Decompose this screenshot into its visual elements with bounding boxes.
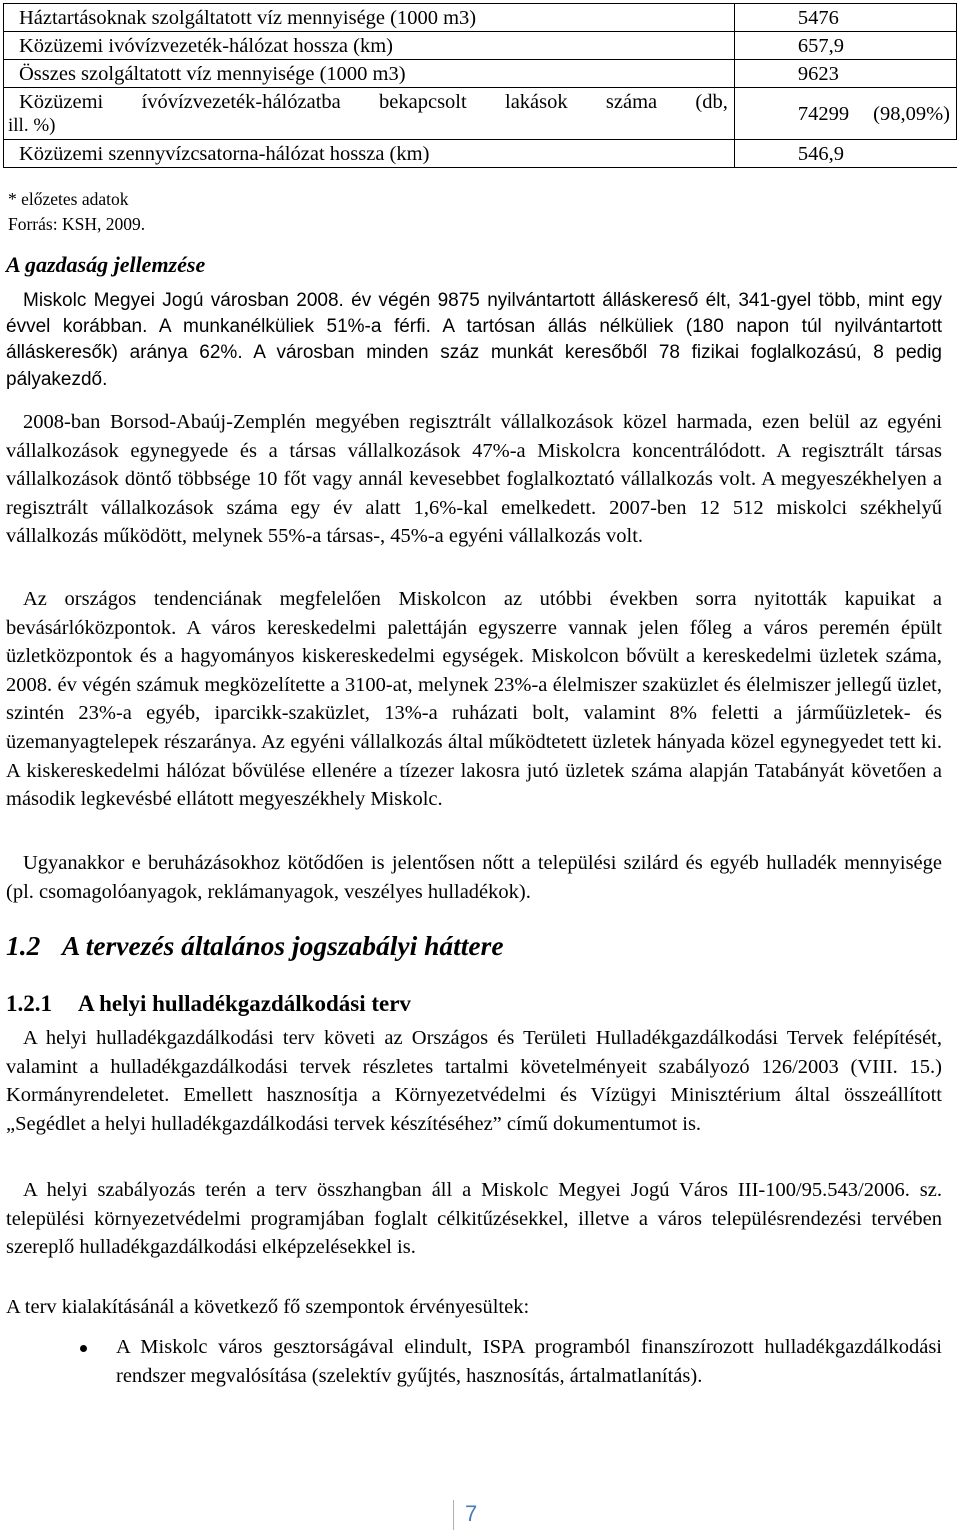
table-row: [4, 4, 957, 32]
preliminary-data-note: * előzetes adatok: [8, 189, 129, 209]
table-cell-label-line1: Közüzemi ívóvízvezeték-hálózatba bekapcsolt lakások száma (db,: [19, 91, 728, 113]
table-cell-value: [734, 88, 956, 140]
table-cell-label: Háztartásoknak szolgáltatott víz mennyisége (1000 m3): [4, 4, 735, 32]
connected-dwellings-percent: (98,09%): [873, 103, 950, 125]
table-cell-value: 9623: [734, 60, 956, 88]
economy-paragraph-3: Az országos tendenciának megfelelően Miskolcon az utóbbi években sorra nyitották kapuikat a bevásárlóközpontok. A város kereskedelmi palettáján egyszerre vannak jelen főleg a város peremén épült üzletközpontok és a hagyományos kiskereskedelmi egységek. Miskolcon bővült a kereskedelmi üzletek száma, 2008. év végén számuk megközelítette a 3100-at, melynek 23%-a élelmiszer szaküzlet és élelmiszer jellegű üzlet, szintén 23%-a egyéb, iparcikk-szaküzlet, 13%-a ruházati bolt, valamint 8% feletti a járműüzletek- és üzemanyagtelepek részaránya. Az egyéni vállalkozás által működtetett üzletek hányada közel egynegyedet tett ki. A kiskereskedelmi hálózat bővülése ellenére a tízezer lakosra jutó üzletek száma alapján Tatabányát követően a második legkevésbé ellátott megyeszékhely Miskolc.: [6, 588, 942, 811]
section-heading: [6, 930, 504, 962]
connected-dwellings-count: 74299: [797, 103, 850, 125]
subsection-heading: [6, 991, 411, 1017]
table-cell-label-line2: ill. %): [8, 115, 56, 136]
table-cell-label: [4, 88, 735, 140]
list-item: [6, 1333, 942, 1391]
waste-plan-paragraph-1: A helyi hulladékgazdálkodási terv követi az Országos és Területi Hulladékgazdálkodási Tervek felépítését, valamint a hulladékgazdálkodási tervek részletes tartalmi követelményeit szabályozó 126/2003 (VIII. 15.) Kormányrendeletet. Emellett hasznosítja a Környezetvédelmi és Vízügyi Minisztérium által összeállított „Segédlet a helyi hulladékgazdálkodási tervek készítéséhez” című dokumentumot is.: [6, 1027, 942, 1135]
economy-paragraph-2: 2008-ban Borsod-Abaúj-Zemplén megyében regisztrált vállalkozások közel harmada, ezen belül az egyéni vállalkozások egynegyede és a társas vállalkozások 47%-a Miskolcra koncentrálódott. A regisztrált társas vállalkozások döntő többsége 10 főt vagy annál kevesebbet foglalkoztató vállalkozás volt. A megyeszékhelyen a regisztrált vállalkozások száma egy év alatt 1,6%-kal emelkedett. 2007-ben 12 512 miskolci székhelyű vállalkozás működött, melynek 55%-a társas-, 45%-a egyéni vállalkozás volt.: [6, 411, 942, 548]
section-title: A tervezés általános jogszabályi háttere: [62, 930, 504, 961]
section-number: 1.2: [6, 930, 41, 961]
page-number-divider: [453, 1500, 454, 1530]
economy-paragraph-4: Ugyanakkor e beruházásokhoz kötődően is jelentősen nőtt a települési szilárd és egyéb hulladék mennyisége (pl. csomagolóanyagok, reklámanyagok, veszélyes hulladékok).: [6, 852, 942, 903]
table-cell-label: Összes szolgáltatott víz mennyisége (1000 m3): [4, 60, 735, 88]
aspects-list: [6, 1333, 942, 1391]
page-number: 7: [465, 1501, 478, 1526]
economy-heading: A gazdaság jellemzése: [6, 252, 206, 277]
list-item-text: A Miskolc város gesztorságával elindult, ISPA programból finanszírozott hulladékgazdálkodási rendszer megvalósítása (szelektív gyűjtés, hasznosítás, ártalmatlanítás).: [116, 1336, 942, 1387]
table-cell-value: 657,9: [734, 32, 956, 60]
source-note: Forrás: KSH, 2009.: [8, 214, 146, 234]
table-row: [4, 88, 957, 140]
subsection-number: 1.2.1: [6, 991, 52, 1016]
table-row: [4, 140, 957, 168]
table-cell-label: Közüzemi szennyvízcsatorna-hálózat hossza (km): [4, 140, 735, 168]
table-row: [4, 60, 957, 88]
table-cell-value: 546,9: [734, 140, 956, 168]
waste-plan-paragraph-2: A helyi szabályozás terén a terv összhangban áll a Miskolc Megyei Jogú Város III-100/95.543/2006. sz. települési környezetvédelmi programjában foglalt célkitűzésekkel, illetve a város településrendezési tervében szereplő hulladékgazdálkodási elképzelésekkel is.: [6, 1179, 942, 1259]
water-statistics-table: [3, 3, 957, 168]
aspects-intro: A terv kialakításánál a következő fő szempontok érvényesültek:: [6, 1296, 530, 1318]
table-cell-value: 5476: [734, 4, 956, 32]
table-cell-label: Közüzemi ivóvízvezeték-hálózat hossza (km): [4, 32, 735, 60]
economy-paragraph-1: Miskolc Megyei Jogú városban 2008. év végén 9875 nyilvántartott álláskereső élt, 341-gyel több, mint egy évvel korábban. A munkanélküliek 51%-a férfi. A tartósan állás nélküliek (180 napon túl nyilvántartott álláskeresők) aránya 62%. A városban minden száz munkát keresőből 78 fizikai foglalkozású, 8 pedig pályakezdő.: [6, 290, 942, 390]
bullet-icon: [80, 1345, 87, 1352]
subsection-title: A helyi hulladékgazdálkodási terv: [78, 991, 411, 1016]
table-row: [4, 32, 957, 60]
